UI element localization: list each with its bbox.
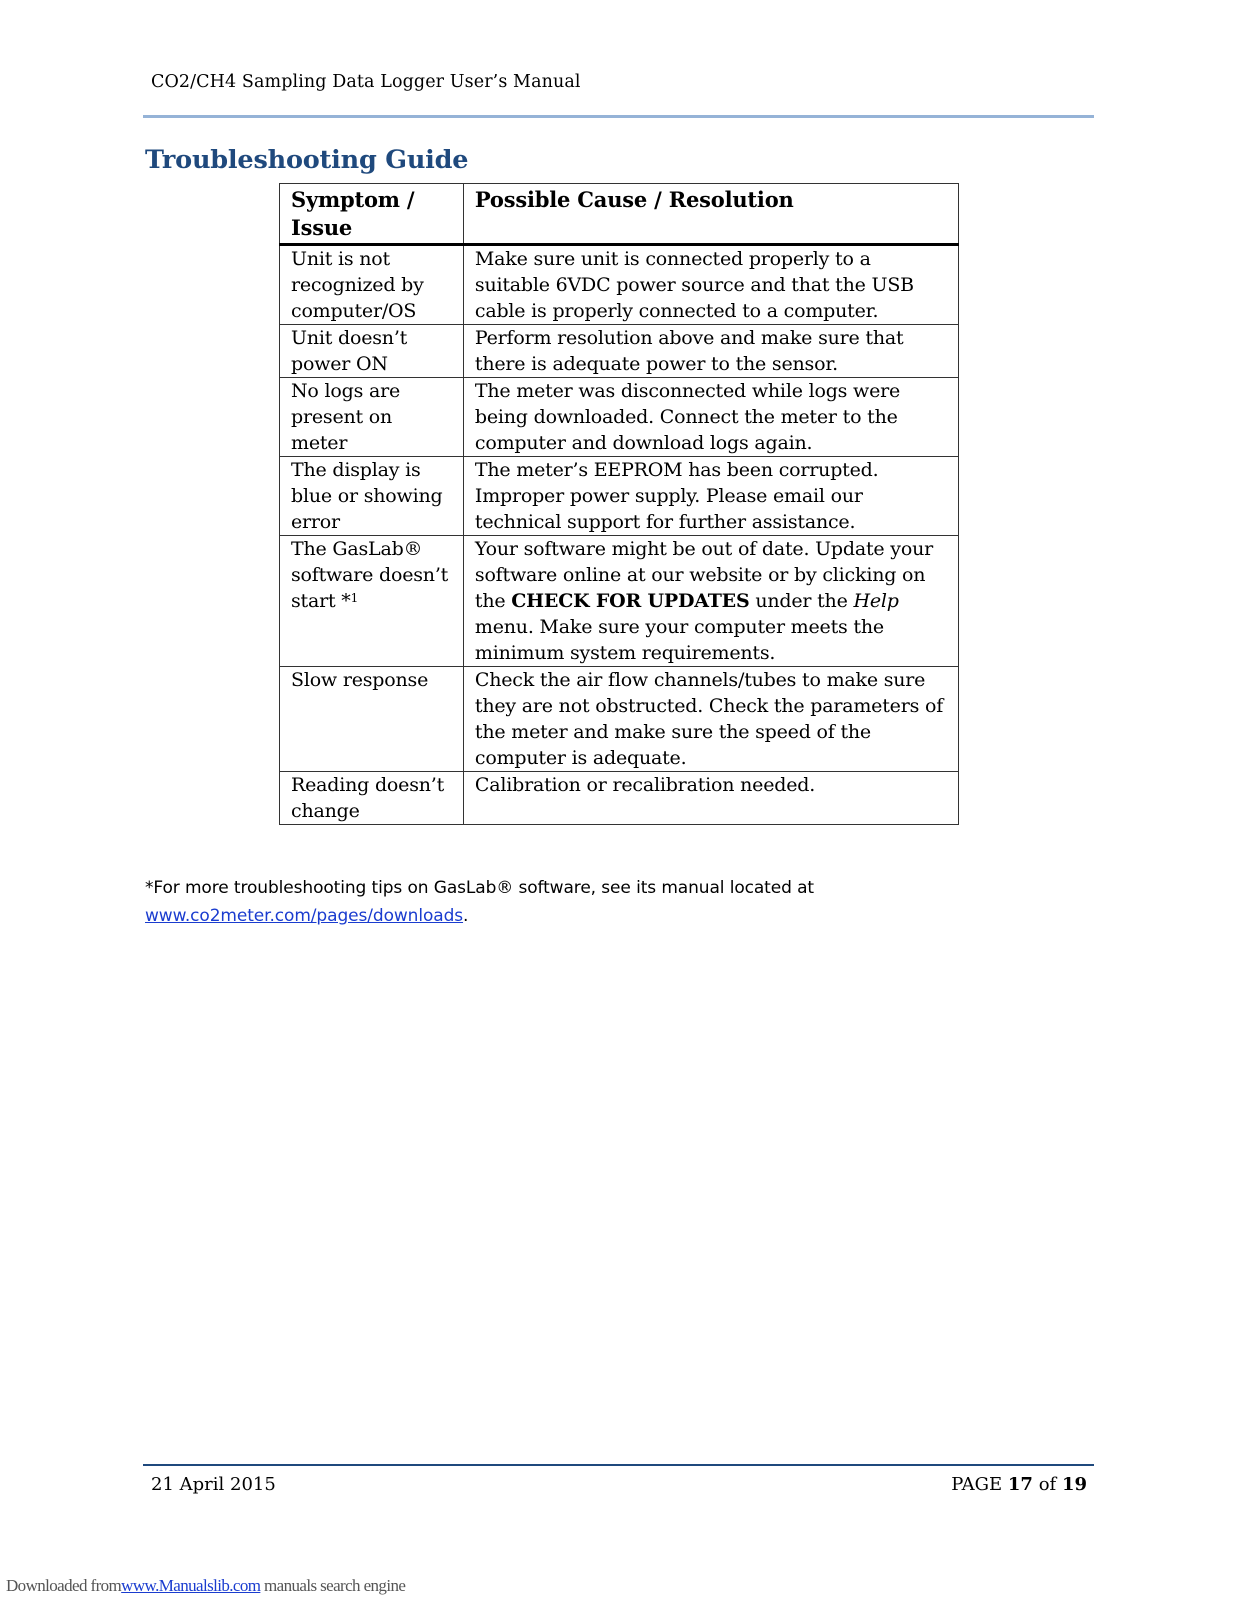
check-for-updates-label: CHECK FOR UPDATES <box>511 590 750 612</box>
resolution-cell <box>463 536 958 667</box>
symptom-text: The GasLab® software doesn’t start * <box>291 538 449 612</box>
table-row <box>280 457 959 536</box>
resolution-text-middle: under the <box>749 590 854 612</box>
symptom-cell: Unit is not recognized by computer/OS <box>280 245 464 325</box>
symptom-cell: No logs are present on meter <box>280 378 464 457</box>
footnote-link-line <box>145 902 814 930</box>
watermark-link[interactable]: www.Manualslib.com <box>121 1576 261 1595</box>
watermark-prefix: Downloaded from <box>6 1576 122 1595</box>
current-page: 17 <box>1007 1474 1033 1495</box>
symptom-cell: The display is blue or showing error <box>280 457 464 536</box>
table-header-row <box>280 184 959 245</box>
page-number <box>951 1474 1087 1495</box>
symptom-cell: Unit doesn’t power ON <box>280 325 464 378</box>
symptom-cell: Slow response <box>280 667 464 772</box>
footnote <box>145 874 814 930</box>
symptom-cell: Reading doesn’t change <box>280 772 464 825</box>
troubleshooting-table <box>279 183 959 825</box>
table-row <box>280 325 959 378</box>
watermark-suffix: manuals search engine <box>260 1576 406 1595</box>
header-rule <box>143 115 1094 118</box>
help-menu-label: Help <box>853 590 899 612</box>
symptom-cell <box>280 536 464 667</box>
total-pages: 19 <box>1061 1474 1087 1495</box>
section-title: Troubleshooting Guide <box>145 145 469 175</box>
running-header: CO2/CH4 Sampling Data Logger User’s Manual <box>151 72 581 92</box>
table-row <box>280 378 959 457</box>
page-label: PAGE <box>951 1474 1003 1495</box>
of-label: of <box>1038 1474 1057 1495</box>
downloads-link[interactable]: www.co2meter.com/pages/downloads <box>145 906 464 926</box>
watermark <box>6 1576 405 1596</box>
footer-rule <box>143 1464 1094 1466</box>
table-row <box>280 667 959 772</box>
resolution-cell: The meter was disconnected while logs were being downloaded. Connect the meter to the computer and download logs again. <box>463 378 958 457</box>
resolution-text-tail: menu. Make sure your computer meets the minimum system requirements. <box>474 616 884 664</box>
resolution-cell: The meter’s EEPROM has been corrupted. Improper power supply. Please email our technical support for further assistance. <box>463 457 958 536</box>
footnote-reference: 1 <box>350 591 359 605</box>
column-header-resolution: Possible Cause / Resolution <box>463 184 958 245</box>
table-row <box>280 536 959 667</box>
resolution-text-lead: Your software might be out of date. Update your software online at our website or by clicking on the <box>474 538 933 612</box>
resolution-cell: Calibration or recalibration needed. <box>463 772 958 825</box>
resolution-cell: Make sure unit is connected properly to a suitable 6VDC power source and that the USB cable is properly connected to a computer. <box>463 245 958 325</box>
table-row <box>280 772 959 825</box>
table-row <box>280 245 959 325</box>
footnote-text: *For more troubleshooting tips on GasLab® software, see its manual located at <box>145 878 814 898</box>
footnote-period: . <box>463 906 469 926</box>
resolution-cell: Perform resolution above and make sure that there is adequate power to the sensor. <box>463 325 958 378</box>
column-header-symptom: Symptom / Issue <box>280 184 464 245</box>
resolution-cell: Check the air flow channels/tubes to make sure they are not obstructed. Check the parameters of the meter and make sure the speed of the computer is adequate. <box>463 667 958 772</box>
footer-date: 21 April 2015 <box>151 1474 276 1495</box>
